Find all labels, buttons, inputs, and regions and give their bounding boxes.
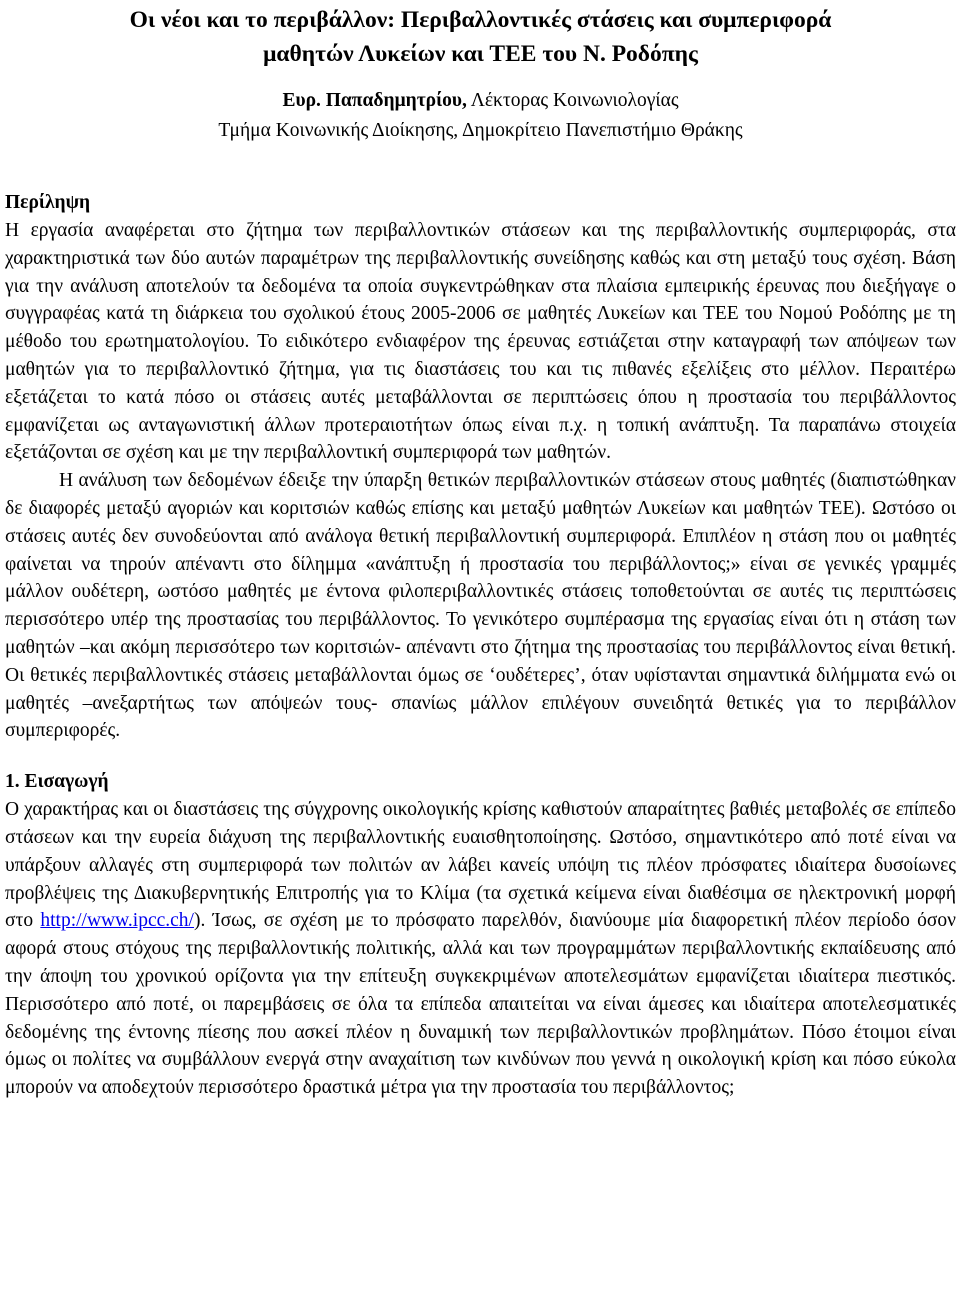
ipcc-link[interactable]: http://www.ipcc.ch/ <box>40 910 194 932</box>
author-line <box>5 86 956 116</box>
paper-title <box>5 0 956 71</box>
introduction-text-part-2: ). Ίσως, σε σχέση με το πρόσφατο παρελθόν, διανύουμε μία διαφορετική πλέον περίοδο όσον αφορά στους στόχους της περιβαλλοντικής πολιτικής, αλλά και των προγραμμάτων περιβαλλοντικής εκπαίδευσης από την άποψη του χρονικού ορίζοντα για την επίτευξη συγκεκριμένων αποτελεσμάτων εμφανίζεται ιδιαίτερα πιεστικός. Περισσότερο από ποτέ, οι παρεμβάσεις σε όλα τα επίπεδα απαιτείται να είναι άμεσες και ιδιαίτερα αποτελεσματικές δεδομένης της έντονης πίεσης που ασκεί πλέον η δυναμική των περιβαλλοντικών προβλημάτων. Πόσο έτοιμοι είναι όμως οι πολίτες να συμβάλλουν ενεργά στην αναχαίτιση των κινδύνων που γεννά η οικολογική κρίση και πόσο εύκολα μπορούν να αποδεχτούν περισσότερο δραστικά μέτρα για την προστασία του περιβάλλοντος; <box>5 910 956 1099</box>
introduction-paragraph <box>5 796 956 1102</box>
title-line-2: μαθητών Λυκείων και ΤΕΕ του Ν. Ροδόπης <box>263 41 698 67</box>
title-line-1: Οι νέοι και το περιβάλλον: Περιβαλλοντικές στάσεις και συμπεριφορά <box>129 7 832 33</box>
author-affiliation: Τμήμα Κοινωνικής Διοίκησης, Δημοκρίτειο Πανεπιστήμιο Θράκης <box>218 119 743 141</box>
document-page <box>5 0 956 1102</box>
abstract-paragraph-1: Η εργασία αναφέρεται στο ζήτημα των περιβαλλοντικών στάσεων και της περιβαλλοντικής συμπεριφοράς, στα χαρακτηριστικά των δύο αυτών παραμέτρων της περιβαλλοντικής συνείδησης καθώς και στη μεταξύ τους σχέση. Βάση για την ανάλυση αποτελούν τα δεδομένα τα οποία συγκεντρώθηκαν στα πλαίσια εμπειρικής έρευνας που διεξήγαγε ο συγγραφέας κατά τη διάρκεια του σχολικού έτους 2005-2006 σε μαθητές Λυκείων και ΤΕΕ του Νομού Ροδόπης με τη μέθοδο του ερωτηματολογίου. Το ειδικότερο ενδιαφέρον της έρευνας εστιάζεται στην καταγραφή των απόψεων των μαθητών για το περιβαλλοντικό ζήτημα, για τις διαστάσεις του και τις πιθανές εξελίξεις στο μέλλον. Περαιτέρω εξετάζεται το κατά πόσο οι στάσεις αυτές μεταβάλλονται σε περιπτώσεις όπου η προστασία του περιβάλλοντος εμφανίζεται ως ανταγωνιστική άλλων προτεραιοτήτων όπως είναι π.χ. η τοπική ανάπτυξη. Τα παραπάνω στοιχεία εξετάζονται σε σχέση και με την περιβαλλοντική συμπεριφορά των μαθητών. <box>5 220 956 464</box>
introduction-text-part-1: Ο χαρακτήρας και οι διαστάσεις της σύγχρονης οικολογικής κρίσης καθιστούν απαραίτητες βαθιές μεταβολές σε επίπεδο στάσεων και την ευρεία διάχυση της περιβαλλοντικής ευαισθητοποίησης. Ωστόσο, σημαντικότερο από ποτέ είναι να υπάρξουν αλλαγές στη συμπεριφορά των πολιτών αν λάβει κανείς υπόψη τις πλέον πρόσφατες ιδιαίτερα δυσοίωνες προβλέψεις της Διακυβερνητικής Επιτροπής για το Κλίμα (τα σχετικά κείμενα είναι διαθέσιμα σε ηλεκτρονική μορφή στο <box>5 799 956 932</box>
abstract-heading: Περίληψη <box>5 192 91 213</box>
author-role: Λέκτορας Κοινωνιολογίας <box>466 90 679 111</box>
introduction-heading: 1. Εισαγωγή <box>5 771 109 793</box>
author-name: Ευρ. Παπαδημητρίου, <box>282 90 467 111</box>
abstract-paragraph-2: Η ανάλυση των δεδομένων έδειξε την ύπαρξη θετικών περιβαλλοντικών στάσεων στους μαθητές (διαπιστώθηκαν δε διαφορές μεταξύ αγοριών και κοριτσιών καθώς επίσης και μεταξύ μαθητών Λυκείων και μαθητών ΤΕΕ). Ωστόσο οι στάσεις αυτές δεν συνοδεύονται από ανάλογα θετική περιβαλλοντική συμπεριφορά. Επιπλέον η στάση που οι μαθητές φαίνεται να τηρούν απέναντι στο δίλημμα «ανάπτυξη ή προστασία του περιβάλλοντος;» είναι σε γενικές γραμμές μάλλον ουδέτερη, ωστόσο μαθητές με έντονα φιλοπεριβαλλοντικές στάσεις τοποθετούνται σε αυτές τις περιπτώσεις περισσότερο υπέρ της προστασίας του περιβάλλοντος. Το γενικότερο συμπέρασμα της εργασίας είναι ότι η στάση των μαθητών –και ακόμη περισσότερο των κοριτσιών- απέναντι στο ζήτημα της προστασίας του περιβάλλοντος είναι θετική. Οι θετικές περιβαλλοντικές στάσεις μεταβάλλονται όμως σε ‘ουδέτερες’, όταν υφίστανται σημαντικά διλήμματα ενώ οι μαθητές –ανεξαρτήτως των απόψεών τους- σπανίως μάλλον επιλέγουν συνειδητά θετικές για το περιβάλλον συμπεριφορές. <box>5 470 956 742</box>
author-block <box>5 71 956 145</box>
